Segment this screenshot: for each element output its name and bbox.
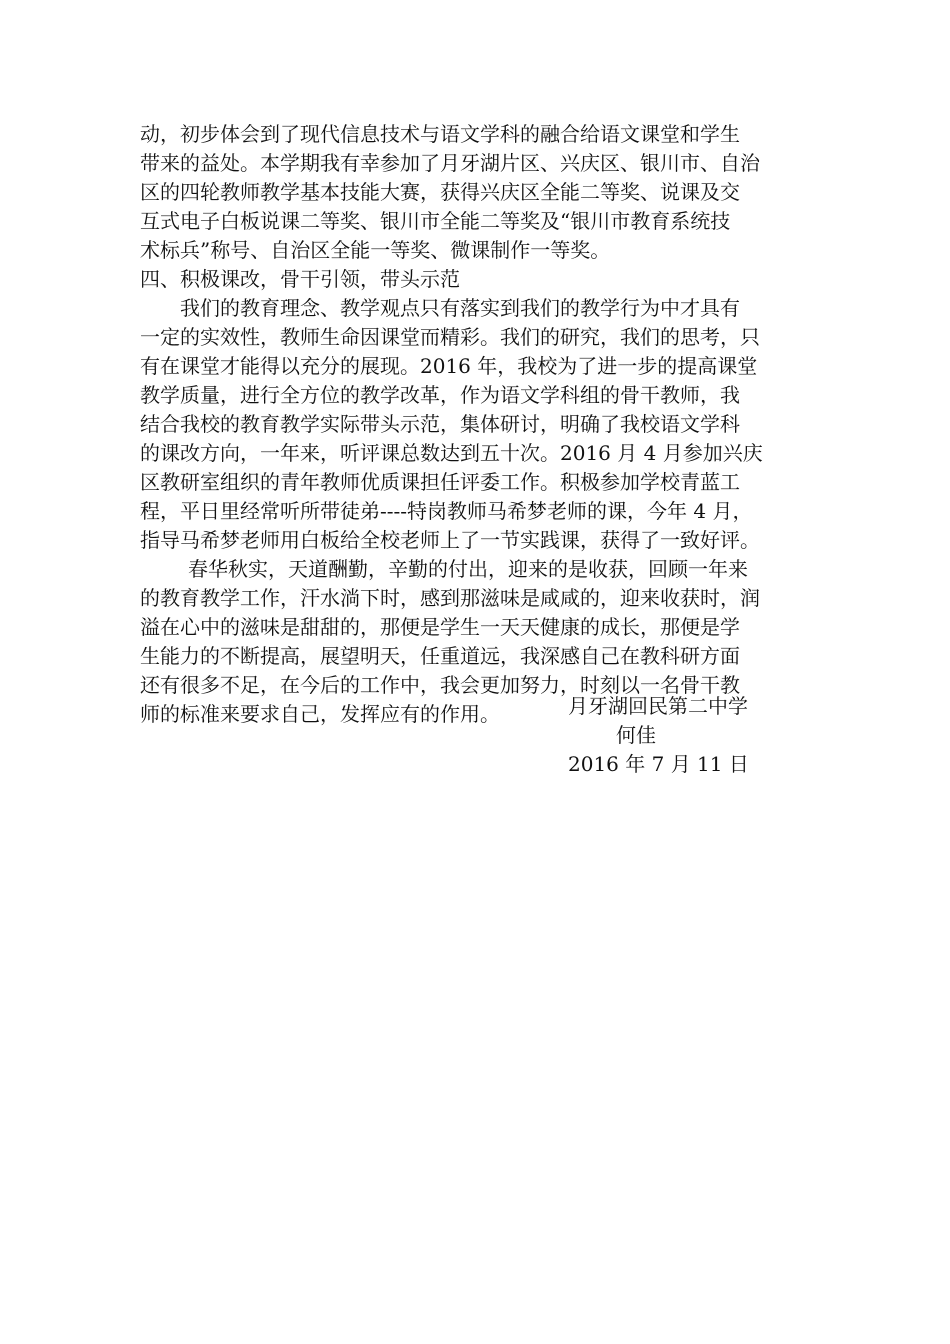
signature-block — [568, 692, 828, 779]
text-line: 区的四轮教师教学基本技能大赛，获得兴庆区全能二等奖、说课及交 — [140, 180, 740, 204]
signature-name: 何佳 — [616, 723, 656, 747]
document-body — [140, 120, 830, 729]
text-line: 的课改方向，一年来，听评课总数达到五十次。2016 月 4 月参加兴庆 — [140, 441, 763, 465]
text-line: 结合我校的教育教学实际带头示范，集体研讨，明确了我校语文学科 — [140, 412, 740, 436]
section-heading-4 — [140, 265, 830, 294]
text-line: 互式电子白板说课二等奖、银川市全能二等奖及“银川市教育系统技 — [140, 209, 731, 233]
text-line: 的教育教学工作，汗水淌下时，感到那滋味是咸咸的，迎来收获时，润 — [140, 586, 760, 610]
signature-school: 月牙湖回民第二中学 — [568, 694, 748, 718]
text-line: 程，平日里经常听所带徒弟----特岗教师马希梦老师的课，今年 4 月， — [140, 499, 753, 523]
text-line: 生能力的不断提高，展望明天，任重道远，我深感自己在教科研方面 — [140, 644, 740, 668]
text-line: 我们的教育理念、教学观点只有落实到我们的教学行为中才具有 — [180, 296, 740, 320]
paragraph-awards — [140, 120, 830, 265]
text-line: 春华秋实，天道酬勤，辛勤的付出，迎来的是收获，回顾一年来 — [188, 557, 748, 581]
text-line: 带来的益处。本学期我有幸参加了月牙湖片区、兴庆区、银川市、自治 — [140, 151, 760, 175]
text-line: 师的标准来要求自己，发挥应有的作用。 — [140, 702, 500, 726]
text-line: 教学质量，进行全方位的教学改革，作为语文学科组的骨干教师，我 — [140, 383, 740, 407]
text-line: 一定的实效性，教师生命因课堂而精彩。我们的研究，我们的思考，只 — [140, 325, 760, 349]
text-line: 还有很多不足，在今后的工作中，我会更加努力，时刻以一名骨干教 — [140, 673, 740, 697]
text-line: 术标兵”称号、自治区全能一等奖、微课制作一等奖。 — [140, 238, 611, 262]
heading-text: 四、积极课改，骨干引领，带头示范 — [140, 267, 460, 291]
text-line: 有在课堂才能得以充分的展现。2016 年，我校为了进一步的提高课堂 — [140, 354, 758, 378]
paragraph-curriculum-reform — [140, 294, 830, 555]
text-line: 区教研室组织的青年教师优质课担任评委工作。积极参加学校青蓝工 — [140, 470, 740, 494]
signature-date: 2016 年 7 月 11 日 — [568, 752, 749, 776]
text-line: 动，初步体会到了现代信息技术与语文学科的融合给语文课堂和学生 — [140, 122, 740, 146]
text-line: 溢在心中的滋味是甜甜的，那便是学生一天天健康的成长，那便是学 — [140, 615, 740, 639]
text-line: 指导马希梦老师用白板给全校老师上了一节实践课，获得了一致好评。 — [140, 528, 760, 552]
